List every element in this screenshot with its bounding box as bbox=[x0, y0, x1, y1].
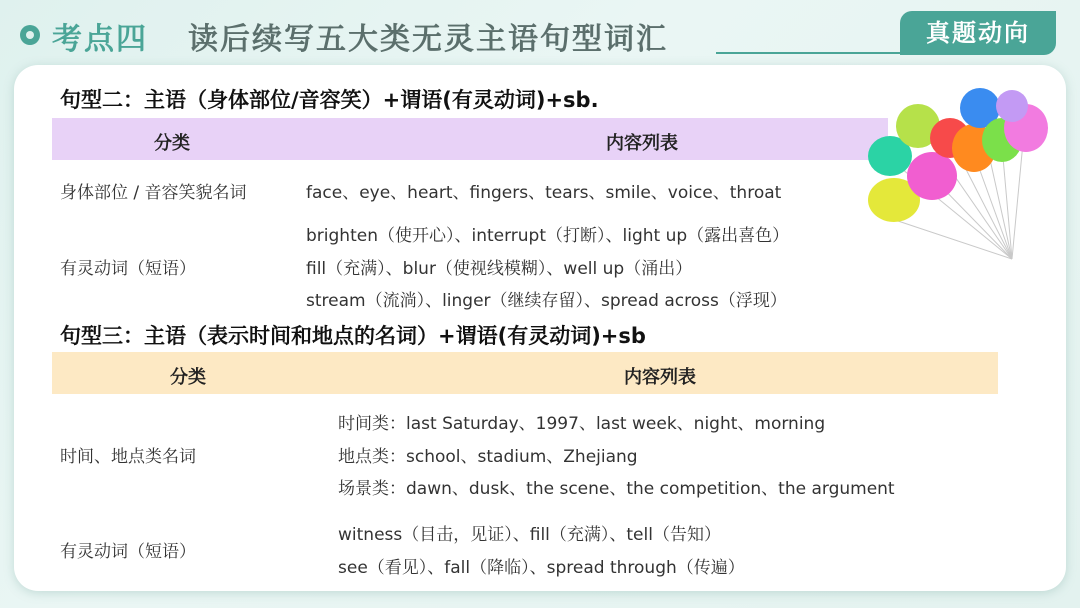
pattern2-row1-category: 身体部位 / 音容笑貌名词 bbox=[60, 183, 247, 203]
pattern3-table-header bbox=[52, 352, 998, 394]
pattern2-row2-line2: fill（充满）、blur（使视线模糊）、well up（涌出） bbox=[306, 259, 693, 279]
pattern2-row2-category: 有灵动词（短语） bbox=[60, 259, 196, 279]
pattern2-row2-line3: stream（流淌）、linger（继续存留）、spread across（浮现） bbox=[306, 291, 787, 311]
pattern3-row2-line1: witness（目击，见证）、fill（充满）、tell（告知） bbox=[338, 525, 721, 545]
pattern2-col-category: 分类 bbox=[154, 133, 190, 154]
header-bullet-icon bbox=[20, 25, 40, 45]
pattern3-row2-line2: see（看见）、fall（降临）、spread through（传遍） bbox=[338, 558, 745, 578]
pattern3-col-category: 分类 bbox=[170, 367, 206, 388]
pattern3-row1-line3: 场景类：dawn、dusk、the scene、the competition、the argument bbox=[338, 479, 895, 499]
pattern3-row2-category: 有灵动词（短语） bbox=[60, 542, 196, 562]
pattern3-row1-category: 时间、地点类名词 bbox=[60, 447, 196, 467]
topic-badge: 真题动向 bbox=[900, 11, 1056, 55]
page-title: 读后续写五大类无灵主语句型词汇 bbox=[188, 22, 668, 57]
balloons-icon bbox=[862, 84, 1058, 268]
section-label: 考点四 bbox=[52, 22, 148, 57]
header-divider bbox=[716, 52, 906, 54]
pattern2-row1-line1: face、eye、heart、fingers、tears、smile、voice、throat bbox=[306, 183, 782, 203]
pattern3-row1-line2: 地点类：school、stadium、Zhejiang bbox=[338, 447, 638, 467]
pattern3-row1-line1: 时间类：last Saturday、1997、last week、night、morning bbox=[338, 414, 826, 434]
pattern2-row2-line1: brighten（使开心）、interrupt（打断）、light up（露出喜色） bbox=[306, 226, 790, 246]
pattern2-col-content: 内容列表 bbox=[606, 133, 678, 154]
pattern2-table-header bbox=[52, 118, 888, 160]
pattern3-title: 句型三：主语（表示时间和地点的名词）+谓语(有灵动词)+sb bbox=[60, 324, 646, 348]
pattern2-title: 句型二：主语（身体部位/音容笑）+谓语(有灵动词)+sb. bbox=[60, 88, 599, 112]
pattern3-col-content: 内容列表 bbox=[624, 367, 696, 388]
